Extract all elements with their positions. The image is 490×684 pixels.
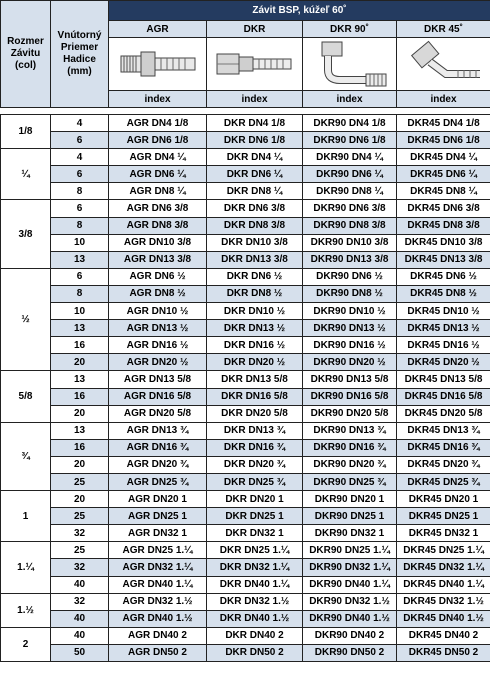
index-cell: AGR DN13 5/8 [109,371,207,388]
index-cell: DKR90 DN32 1.¼ [303,559,397,576]
index-cell: DKR45 DN16 ¾ [397,439,490,456]
thread-type-title: Závit BSP, kúžeľ 60˚ [109,1,490,21]
index-cell: DKR DN13 ¾ [207,422,303,439]
thread-size-cell: 1 [1,491,51,542]
table-row [1,268,490,285]
table-row [1,132,490,149]
table-row [1,234,490,251]
index-cell: DKR45 DN6 ½ [397,268,490,285]
index-cell: AGR DN16 ½ [109,337,207,354]
index-cell: DKR90 DN40 2 [303,627,397,644]
index-cell: DKR45 DN20 ¾ [397,456,490,473]
hose-diameter-cell: 6 [51,200,109,217]
index-cell: DKR DN6 1/8 [207,132,303,149]
thread-size-cell: 5/8 [1,371,51,422]
index-cell: DKR90 DN8 ¼ [303,183,397,200]
thread-size-cell: 1.¼ [1,542,51,593]
col-dkr45-header: DKR 45˚ [397,21,490,38]
table-row [1,593,490,610]
index-cell: DKR90 DN13 ½ [303,320,397,337]
table-row [1,525,490,542]
index-cell: DKR45 DN8 ¼ [397,183,490,200]
index-cell: DKR DN32 1.½ [207,593,303,610]
table-row [1,371,490,388]
index-cell: AGR DN6 ¼ [109,166,207,183]
index-cell: DKR45 DN20 5/8 [397,405,490,422]
index-cell: DKR DN6 ¼ [207,166,303,183]
index-cell: DKR45 DN8 3/8 [397,217,490,234]
hose-diameter-cell: 32 [51,525,109,542]
index-cell: DKR DN32 1 [207,525,303,542]
index-cell: DKR45 DN8 ½ [397,285,490,302]
index-cell: DKR DN13 ½ [207,320,303,337]
index-cell: DKR45 DN32 1.½ [397,593,490,610]
index-cell: DKR45 DN6 1/8 [397,132,490,149]
index-cell: DKR DN8 ½ [207,285,303,302]
hose-diameter-header: Vnútorný Priemer Hadice (mm) [51,1,109,108]
table-row [1,576,490,593]
index-cell: AGR DN32 1 [109,525,207,542]
index-cell: DKR90 DN10 ½ [303,303,397,320]
index-cell: AGR DN20 ¾ [109,456,207,473]
hose-diameter-cell: 13 [51,371,109,388]
index-cell: DKR45 DN6 ¼ [397,166,490,183]
index-cell: DKR90 DN50 2 [303,644,397,661]
index-cell: DKR45 DN13 5/8 [397,371,490,388]
table-row [1,115,490,132]
index-cell: DKR90 DN20 ½ [303,354,397,371]
index-cell: DKR90 DN10 3/8 [303,234,397,251]
dkr-image-cell [207,38,303,91]
index-cell: AGR DN10 3/8 [109,234,207,251]
fitting-dkr45-icon [402,40,486,88]
index-cell: AGR DN32 1.½ [109,593,207,610]
index-cell: DKR DN20 1 [207,491,303,508]
index-cell: DKR90 DN25 1.¼ [303,542,397,559]
index-cell: DKR45 DN10 3/8 [397,234,490,251]
index-cell: DKR45 DN4 1/8 [397,115,490,132]
index-cell: DKR45 DN32 1 [397,525,490,542]
index-cell: DKR45 DN13 ¾ [397,422,490,439]
hose-diameter-cell: 10 [51,234,109,251]
thread-size-cell: ¼ [1,149,51,200]
table-row [1,405,490,422]
index-cell: DKR45 DN32 1.¼ [397,559,490,576]
index-cell: DKR90 DN13 ¾ [303,422,397,439]
index-cell: AGR DN40 1.½ [109,610,207,627]
index-cell: AGR DN6 3/8 [109,200,207,217]
index-cell: DKR90 DN25 ¾ [303,473,397,490]
hose-diameter-cell: 20 [51,354,109,371]
index-cell: AGR DN50 2 [109,644,207,661]
index-cell: AGR DN16 ¾ [109,439,207,456]
index-cell: DKR90 DN16 5/8 [303,388,397,405]
hose-diameter-cell: 13 [51,251,109,268]
index-cell: DKR90 DN4 ¼ [303,149,397,166]
table-row [1,610,490,627]
table-row [1,320,490,337]
hose-diameter-cell: 40 [51,576,109,593]
index-cell: DKR DN16 ¾ [207,439,303,456]
thread-size-header: Rozmer Závitu (col) [1,1,51,108]
hose-diameter-cell: 25 [51,473,109,490]
index-cell: AGR DN10 ½ [109,303,207,320]
index-cell: DKR DN10 3/8 [207,234,303,251]
table-row [1,337,490,354]
index-label-agr: index [109,91,207,108]
index-cell: AGR DN32 1.¼ [109,559,207,576]
index-cell: AGR DN13 ¾ [109,422,207,439]
index-cell: DKR90 DN40 1.¼ [303,576,397,593]
spec-table-body [1,115,490,662]
index-cell: DKR45 DN13 3/8 [397,251,490,268]
hose-diameter-cell: 6 [51,132,109,149]
index-cell: AGR DN8 ¼ [109,183,207,200]
index-cell: DKR DN40 1.¼ [207,576,303,593]
index-cell: DKR90 DN40 1.½ [303,610,397,627]
index-cell: DKR DN20 ¾ [207,456,303,473]
table-row [1,559,490,576]
hose-diameter-cell: 4 [51,115,109,132]
table-row [1,166,490,183]
index-cell: AGR DN20 5/8 [109,405,207,422]
fitting-agr-icon [113,42,203,86]
index-cell: DKR90 DN6 ½ [303,268,397,285]
table-row [1,542,490,559]
table-row [1,439,490,456]
index-cell: DKR90 DN20 1 [303,491,397,508]
thread-size-cell: 1/8 [1,115,51,149]
hose-diameter-cell: 8 [51,217,109,234]
table-row [1,354,490,371]
index-cell: AGR DN40 1.¼ [109,576,207,593]
hose-diameter-cell: 16 [51,439,109,456]
index-cell: DKR DN4 1/8 [207,115,303,132]
index-label-dkr: index [207,91,303,108]
hose-diameter-cell: 20 [51,456,109,473]
index-cell: DKR DN6 3/8 [207,200,303,217]
index-cell: DKR45 DN20 1 [397,491,490,508]
index-cell: DKR45 DN20 ½ [397,354,490,371]
hose-diameter-cell: 32 [51,559,109,576]
table-row [1,217,490,234]
index-cell: DKR DN50 2 [207,644,303,661]
index-cell: DKR45 DN16 5/8 [397,388,490,405]
index-cell: DKR45 DN25 1 [397,508,490,525]
agr-image-cell [109,38,207,91]
index-cell: DKR DN8 3/8 [207,217,303,234]
hose-diameter-cell: 13 [51,422,109,439]
index-cell: DKR DN32 1.¼ [207,559,303,576]
index-cell: AGR DN25 ¾ [109,473,207,490]
hose-diameter-cell: 50 [51,644,109,661]
index-cell: AGR DN25 1 [109,508,207,525]
index-cell: DKR DN20 ½ [207,354,303,371]
index-cell: DKR45 DN25 1.¼ [397,542,490,559]
index-cell: DKR90 DN6 1/8 [303,132,397,149]
hose-diameter-cell: 6 [51,166,109,183]
index-cell: AGR DN16 5/8 [109,388,207,405]
hose-diameter-cell: 25 [51,508,109,525]
index-cell: AGR DN25 1.¼ [109,542,207,559]
index-cell: DKR DN16 5/8 [207,388,303,405]
hose-diameter-cell: 6 [51,268,109,285]
index-cell: DKR90 DN6 3/8 [303,200,397,217]
hose-diameter-cell: 20 [51,405,109,422]
index-cell: DKR90 DN32 1.½ [303,593,397,610]
hose-diameter-cell: 13 [51,320,109,337]
index-cell: DKR DN6 ½ [207,268,303,285]
index-cell: AGR DN4 1/8 [109,115,207,132]
index-cell: DKR45 DN10 ½ [397,303,490,320]
index-cell: DKR DN25 1.¼ [207,542,303,559]
thread-size-cell: 1.½ [1,593,51,627]
hose-diameter-cell: 25 [51,542,109,559]
index-cell: AGR DN20 1 [109,491,207,508]
table-row [1,473,490,490]
dkr90-image-cell [303,38,397,91]
table-row [1,285,490,302]
index-cell: DKR DN40 2 [207,627,303,644]
index-cell: DKR DN20 5/8 [207,405,303,422]
index-cell: AGR DN40 2 [109,627,207,644]
index-cell: AGR DN8 ½ [109,285,207,302]
index-cell: DKR90 DN4 1/8 [303,115,397,132]
index-cell: DKR45 DN40 2 [397,627,490,644]
index-label-dkr45: index [397,91,490,108]
index-cell: DKR90 DN16 ¾ [303,439,397,456]
index-cell: DKR90 DN16 ½ [303,337,397,354]
index-cell: DKR90 DN13 3/8 [303,251,397,268]
index-cell: DKR90 DN20 ¾ [303,456,397,473]
index-cell: DKR45 DN40 1.¼ [397,576,490,593]
index-cell: DKR45 DN25 ¾ [397,473,490,490]
index-cell: DKR DN25 ¾ [207,473,303,490]
index-cell: DKR DN40 1.½ [207,610,303,627]
table-row [1,303,490,320]
index-cell: DKR90 DN13 5/8 [303,371,397,388]
thread-size-cell: ¾ [1,422,51,490]
thread-size-cell: 3/8 [1,200,51,268]
index-cell: DKR90 DN32 1 [303,525,397,542]
fitting-dkr-icon [211,42,299,86]
index-cell: DKR90 DN8 ½ [303,285,397,302]
index-cell: DKR90 DN25 1 [303,508,397,525]
table-row [1,422,490,439]
index-cell: AGR DN6 1/8 [109,132,207,149]
index-cell: DKR45 DN6 3/8 [397,200,490,217]
index-cell: AGR DN20 ½ [109,354,207,371]
index-cell: AGR DN8 3/8 [109,217,207,234]
table-row [1,251,490,268]
index-cell: AGR DN4 ¼ [109,149,207,166]
table-row [1,491,490,508]
table-row [1,627,490,644]
index-cell: DKR DN4 ¼ [207,149,303,166]
col-agr-header: AGR [109,21,207,38]
index-cell: DKR DN8 ¼ [207,183,303,200]
table-row [1,183,490,200]
index-cell: DKR45 DN13 ½ [397,320,490,337]
header-spacer [1,108,490,115]
index-cell: AGR DN13 ½ [109,320,207,337]
index-cell: DKR90 DN20 5/8 [303,405,397,422]
hose-diameter-cell: 10 [51,303,109,320]
index-cell: DKR45 DN16 ½ [397,337,490,354]
table-row [1,644,490,661]
index-cell: AGR DN13 3/8 [109,251,207,268]
table-row [1,200,490,217]
index-cell: DKR DN13 5/8 [207,371,303,388]
hose-diameter-cell: 40 [51,610,109,627]
index-label-dkr90: index [303,91,397,108]
index-cell: DKR45 DN4 ¼ [397,149,490,166]
col-dkr90-header: DKR 90˚ [303,21,397,38]
index-cell: DKR DN25 1 [207,508,303,525]
hose-diameter-cell: 40 [51,627,109,644]
table-row [1,456,490,473]
hose-diameter-cell: 16 [51,388,109,405]
col-dkr-header: DKR [207,21,303,38]
index-cell: DKR90 DN6 ¼ [303,166,397,183]
dkr45-image-cell [397,38,490,91]
hose-diameter-cell: 32 [51,593,109,610]
table-row [1,508,490,525]
index-cell: DKR90 DN8 3/8 [303,217,397,234]
hose-diameter-cell: 8 [51,183,109,200]
index-cell: DKR45 DN40 1.½ [397,610,490,627]
hose-diameter-cell: 20 [51,491,109,508]
thread-size-cell: 2 [1,627,51,661]
thread-size-cell: ½ [1,268,51,371]
index-cell: AGR DN6 ½ [109,268,207,285]
hose-diameter-cell: 8 [51,285,109,302]
hose-diameter-cell: 16 [51,337,109,354]
hose-diameter-cell: 4 [51,149,109,166]
index-cell: DKR DN13 3/8 [207,251,303,268]
fitting-dkr90-icon [308,40,392,88]
table-row [1,388,490,405]
index-cell: DKR DN10 ½ [207,303,303,320]
table-row [1,149,490,166]
index-cell: DKR DN16 ½ [207,337,303,354]
index-cell: DKR45 DN50 2 [397,644,490,661]
